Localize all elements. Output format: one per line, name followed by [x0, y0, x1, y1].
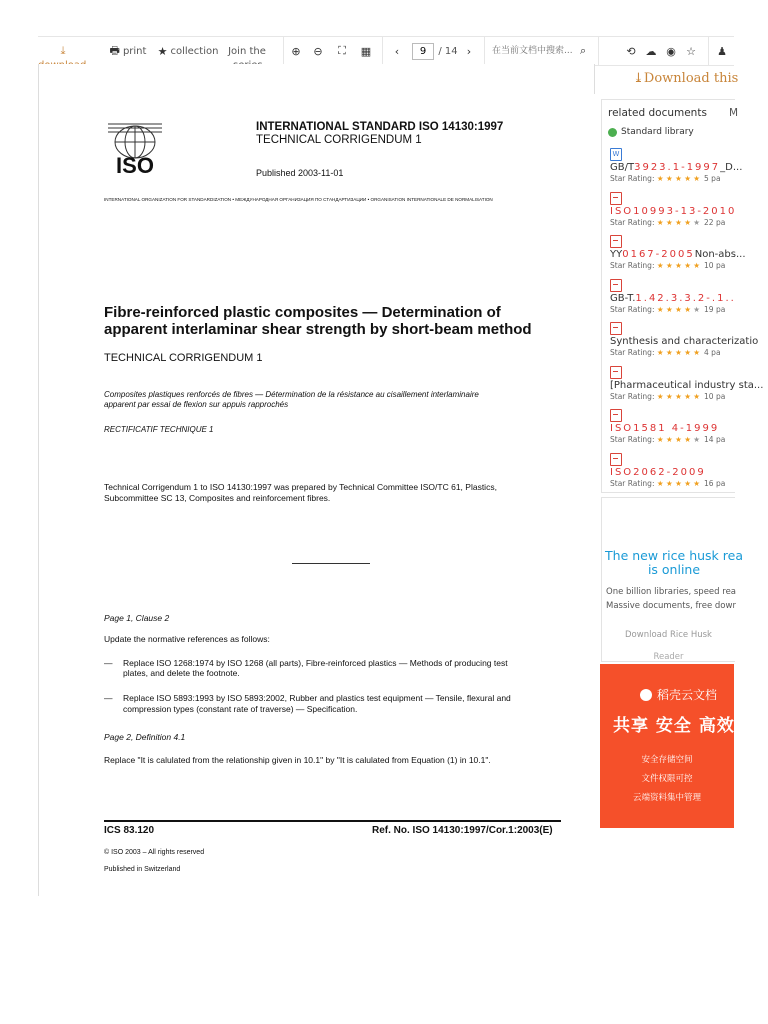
promo-line-1: One billion libraries, speed rea — [606, 587, 737, 597]
download-icon-sidebar: ⤓ — [633, 71, 644, 86]
star-rating-label: Star Rating: — [610, 391, 655, 401]
related-title-code: ISO2062-2009 — [610, 466, 706, 478]
wechat-share-button[interactable] — [644, 37, 658, 65]
weibo-icon: ◉ — [666, 44, 676, 58]
download-this-suffix: this — [713, 71, 739, 86]
star-rating-label: Star Rating: — [610, 435, 655, 444]
related-document-title[interactable] — [610, 336, 759, 347]
rating-star-icon: ★ — [654, 391, 664, 401]
related-documents-panel — [601, 99, 764, 493]
bullet-dash-1: — — [104, 658, 113, 668]
chevron-left-icon: ‹ — [394, 44, 400, 58]
thumbnails-button[interactable] — [358, 37, 374, 65]
header-subtitle: TECHNICAL CORRIGENDUM 1 — [256, 134, 422, 146]
collection-label: collection — [170, 45, 219, 57]
rating-star-icon: ★ — [681, 261, 691, 270]
pdf-file-icon — [610, 279, 622, 292]
rating-star-icon: ★ — [681, 174, 691, 183]
rating-star-icon: ★ — [690, 435, 701, 444]
banner-feature-2: 文件权限可控 — [641, 774, 693, 784]
rating-star-icon: ★ — [690, 304, 701, 314]
page-count: 4 pa — [704, 348, 721, 357]
document-toolbar — [38, 36, 734, 66]
page-number-input[interactable] — [412, 43, 434, 60]
banner-feature-3: 云端资料集中管理 — [632, 793, 701, 803]
related-document-item[interactable] — [610, 453, 740, 488]
star-rating — [610, 435, 740, 444]
word-file-icon: W — [610, 148, 622, 161]
page-count: 10 pa — [704, 391, 726, 401]
total-pages-label: / 14 — [438, 45, 458, 57]
published-date: Published 2003-11-01 — [256, 168, 344, 178]
related-tab-cut[interactable]: M — [729, 107, 739, 119]
total-pages — [436, 37, 460, 65]
next-page-button[interactable] — [462, 37, 476, 65]
star-rating-label: Star Rating: — [610, 217, 655, 227]
rating-star-icon: ★ — [654, 217, 664, 227]
header-title: INTERNATIONAL STANDARD ISO 14130:1997 — [256, 121, 504, 133]
page-count: 10 pa — [704, 261, 726, 270]
copyright-notice: © ISO 2003 – All rights reserved — [104, 849, 205, 856]
rotate-icon: ⟲ — [626, 44, 636, 58]
page-count: 5 pa — [704, 174, 721, 183]
iso-logo-text: ISO — [116, 153, 154, 178]
french-title-line-2: apparent par essai de flexion sur appuis rapprochés — [104, 400, 289, 409]
rating-star-icon: ★ — [672, 435, 682, 444]
main-title-line-2: apparent interlaminar shear strength by short-beam method — [104, 321, 532, 338]
promo-headline-2: is online — [647, 562, 701, 577]
rating-star-icon: ★ — [681, 304, 691, 314]
clause-heading: Page 1, Clause 2 — [104, 613, 170, 623]
related-title-prefix: YY — [610, 249, 623, 260]
rice-husk-promo — [601, 497, 743, 662]
rating-star-icon: ★ — [663, 217, 673, 227]
related-document-title[interactable] — [610, 162, 743, 173]
organization-line: INTERNATIONAL ORGANIZATION FOR STANDARDIZATION • МЕЖДУНАРОДНАЯ ОРГАНИЗАЦИЯ ПО СТАНДАРТИЗАЦИИ • ORGANISATION INTERNATIONALE DE NORMALISATION — [104, 197, 493, 202]
reference-number: Ref. No. ISO 14130:1997/Cor.1:2003(E) — [372, 825, 553, 836]
related-documents-title: related documents — [608, 107, 707, 119]
chevron-right-icon: › — [466, 44, 472, 58]
grid-icon: ▦ — [360, 44, 372, 58]
rating-star-icon: ★ — [663, 391, 673, 401]
rating-star-icon: ★ — [654, 348, 664, 357]
star-rating — [610, 348, 740, 357]
star-rating — [610, 218, 740, 227]
related-title-code: 1.42.3.3.2-.1.. — [635, 292, 736, 304]
related-title-prefix: [Pharmaceutical industry sta... — [610, 379, 764, 391]
related-document-title[interactable] — [610, 467, 740, 478]
pdf-file-icon — [610, 235, 622, 248]
related-document-item[interactable] — [610, 366, 764, 401]
star-rating — [610, 479, 740, 488]
related-title-suffix: _D... — [720, 162, 743, 173]
library-icon — [608, 128, 617, 137]
related-document-title[interactable] — [610, 423, 740, 434]
bullet-2-line-2: compression types (constant rate of traverse) — Specification. — [123, 704, 358, 714]
star-rating — [610, 174, 740, 183]
page-number-field[interactable] — [410, 37, 436, 65]
rating-star-icon: ★ — [663, 348, 673, 357]
replace-text: Replace "It is calulated from the relationship given in 10.1" by "It is calulated from Equation (1) in 10.1". — [104, 755, 491, 765]
rating-star-icon: ★ — [672, 174, 682, 183]
rating-star-icon: ★ — [663, 435, 673, 444]
standard-library-label: Standard library — [621, 127, 694, 137]
page-count: 22 pa — [704, 217, 726, 227]
corrigendum-label: TECHNICAL CORRIGENDUM 1 — [104, 352, 263, 364]
rating-star-icon: ★ — [690, 261, 701, 270]
banner-feature-1: 安全存储空间 — [641, 755, 693, 765]
weibo-share-button[interactable] — [664, 37, 678, 65]
rating-star-icon: ★ — [663, 478, 673, 488]
rating-star-icon: ★ — [654, 261, 664, 270]
bell-icon: ♟ — [717, 44, 727, 58]
download-rice-husk-button-2[interactable]: Reader — [653, 652, 684, 662]
rating-star-icon: ★ — [672, 304, 682, 314]
fullscreen-icon: ⛶ — [338, 44, 346, 57]
published-in: Published in Switzerland — [104, 866, 181, 873]
prev-page-button[interactable] — [390, 37, 404, 65]
related-document-title[interactable] — [610, 293, 740, 304]
wechat-icon: ☁ — [645, 44, 657, 58]
rating-star-icon: ★ — [672, 478, 682, 488]
french-title-line-1: Composites plastiques renforcés de fibres — Détermination de la résistance au cisaillement interlaminaire — [104, 390, 479, 399]
star-rating-label: Star Rating: — [610, 478, 655, 488]
related-document-title[interactable] — [610, 206, 740, 217]
star-rating — [610, 261, 740, 270]
search-icon[interactable]: ⌕ — [580, 44, 587, 57]
pdf-file-icon — [610, 192, 622, 205]
docer-logo-icon — [640, 689, 652, 701]
rating-star-icon: ★ — [681, 478, 691, 488]
intro-line-2: Subcommittee SC 13, Composites and reinforcement fibres. — [104, 493, 331, 503]
related-document-item[interactable] — [610, 322, 759, 357]
related-document-item[interactable] — [610, 409, 740, 444]
rating-star-icon: ★ — [690, 348, 701, 357]
zoom-out-icon: ⊖ — [313, 44, 323, 58]
related-title-prefix: Synthesis and characterizatio — [610, 336, 759, 347]
banner-brand — [640, 686, 717, 703]
update-text: Update the normative references as follows: — [104, 634, 270, 644]
rotate-button[interactable] — [624, 37, 638, 65]
related-title-suffix: Non-abs... — [694, 249, 746, 260]
star-rating-label: Star Rating: — [610, 304, 655, 314]
promo-line-2: Massive documents, free dowr — [606, 601, 736, 611]
banner-slogan: 共享 安全 高效 — [613, 716, 735, 736]
zoom-out-button[interactable] — [310, 37, 326, 65]
pdf-file-icon — [610, 366, 622, 379]
rating-star-icon: ★ — [654, 174, 664, 183]
related-title-code: ISO1581 4-1999 — [610, 423, 720, 434]
download-icon: ⤓ — [60, 44, 66, 57]
zoom-in-button[interactable] — [288, 37, 304, 65]
notification-button[interactable] — [714, 37, 730, 65]
intro-line-1: Technical Corrigendum 1 to ISO 14130:1997 was prepared by Technical Committee ISO/TC 61, Plastics, — [104, 482, 497, 492]
page-count: 16 pa — [704, 478, 726, 488]
rating-star-icon: ★ — [663, 261, 673, 270]
rating-star-icon: ★ — [690, 217, 701, 227]
related-document-item[interactable] — [610, 235, 746, 270]
banner-brand-label: 稻壳云文档 — [657, 688, 718, 702]
download-this-label: Download — [643, 71, 710, 86]
zoom-in-icon: ⊕ — [291, 44, 301, 58]
related-document-item[interactable] — [610, 279, 740, 314]
rating-star-icon: ★ — [663, 304, 673, 314]
related-title-code: 3923.1-1997 — [634, 162, 721, 173]
rating-star-icon: ★ — [654, 478, 664, 488]
related-document-title[interactable] — [610, 249, 746, 260]
rating-star-icon: ★ — [690, 174, 701, 183]
separator-line — [292, 563, 370, 564]
fullscreen-button[interactable] — [334, 37, 350, 65]
favorite-button[interactable] — [684, 37, 698, 65]
rating-star-icon: ★ — [690, 391, 701, 401]
definition-heading: Page 2, Definition 4.1 — [104, 732, 186, 742]
rating-star-icon: ★ — [663, 174, 673, 183]
rating-star-icon: ★ — [672, 261, 682, 270]
star-rating-label: Star Rating: — [610, 348, 655, 357]
star-icon: ★ — [157, 44, 168, 58]
iso-logo — [106, 120, 164, 182]
bullet-1-line-2: plates, and delete the footnote. — [123, 668, 240, 678]
star-outline-icon: ☆ — [686, 44, 696, 58]
rating-star-icon: ★ — [690, 478, 701, 488]
docer-cloud-banner[interactable] — [600, 664, 734, 828]
rating-star-icon: ★ — [654, 435, 664, 444]
pdf-file-icon — [610, 409, 622, 422]
rating-star-icon: ★ — [672, 348, 682, 357]
bullet-dash-2: — — [104, 693, 113, 703]
related-document-title[interactable] — [610, 379, 764, 391]
rating-star-icon: ★ — [654, 304, 664, 314]
printer-icon: 🖶 — [109, 43, 120, 57]
related-title-code: ISO10993-13-2010 — [610, 205, 737, 217]
search-box[interactable] — [490, 37, 590, 65]
join-series-label: Join the — [228, 45, 266, 57]
page-count: 19 pa — [704, 304, 726, 314]
rating-star-icon: ★ — [672, 217, 682, 227]
related-document-item[interactable] — [610, 192, 740, 227]
star-rating-label: Star Rating: — [610, 261, 655, 270]
rating-star-icon: ★ — [672, 391, 682, 401]
rating-star-icon: ★ — [681, 391, 691, 401]
document-page — [38, 64, 595, 896]
search-input[interactable] — [490, 45, 574, 57]
print-button[interactable] — [108, 37, 148, 65]
pdf-file-icon — [610, 322, 622, 335]
ics-code: ICS 83.120 — [104, 825, 155, 836]
standard-library-link[interactable] — [608, 127, 694, 137]
related-title-prefix: GB/T — [610, 162, 635, 173]
star-rating — [610, 392, 740, 401]
promo-headline-1: The new rice husk rea — [605, 548, 743, 563]
related-title-code: 0167-2005 — [622, 249, 695, 260]
rating-star-icon: ★ — [681, 217, 691, 227]
page-count: 14 pa — [704, 435, 726, 444]
related-document-item[interactable] — [610, 148, 743, 183]
collection-button[interactable] — [158, 37, 218, 65]
bullet-2-line-1: Replace ISO 5893:1993 by ISO 5893:2002, Rubber and plastics test equipment — Tensile, flexural and — [123, 693, 511, 703]
rating-star-icon: ★ — [681, 348, 691, 357]
download-this-area — [594, 64, 739, 94]
star-rating-label: Star Rating: — [610, 174, 655, 183]
download-this-button[interactable] — [633, 71, 738, 86]
related-title-prefix: GB-T. — [610, 292, 636, 304]
rectificatif-label: RECTIFICATIF TECHNIQUE 1 — [104, 425, 214, 434]
rating-star-icon: ★ — [681, 435, 691, 444]
download-rice-husk-button[interactable]: Download Rice Husk — [625, 630, 712, 640]
bullet-1-line-1: Replace ISO 1268:1974 by ISO 1268 (all parts), Fibre-reinforced plastics — Methods of producing test — [123, 658, 508, 668]
pdf-file-icon — [610, 453, 622, 466]
star-rating — [610, 305, 740, 314]
print-label: print — [122, 45, 147, 57]
main-title-line-1: Fibre-reinforced plastic composites — Determination of — [104, 304, 501, 321]
footer-rule — [104, 820, 561, 822]
